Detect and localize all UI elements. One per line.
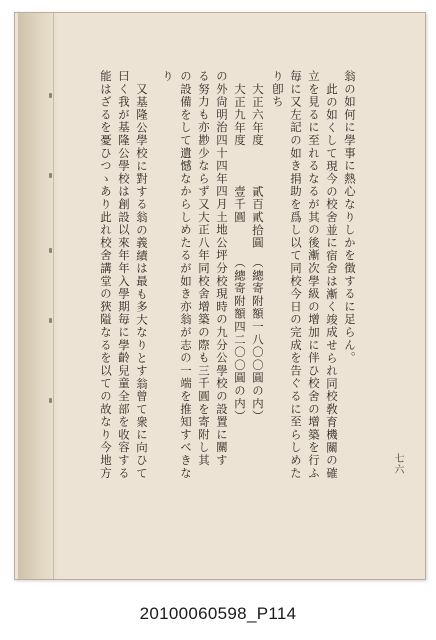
text-column-10: の設備をして遺憾なからしめたるが如き亦翁が志の一端を推知すべきな (179, 70, 193, 480)
text-column-6: 大正六年度 貳百貳拾圓 （總寄附額一八〇〇圓の内） (251, 83, 265, 423)
text-column-7: 大正九年度 壹千圓 （總寄附額四二〇〇圓の内） (233, 83, 247, 423)
stitch-hole (49, 318, 52, 323)
scanned-page (14, 12, 426, 580)
text-column-5: り卽ち (271, 70, 285, 109)
stitch-hole (49, 93, 52, 98)
text-column-3: 立を見るに至れるなるが其の後漸次學級の增加に伴ひ校舍の增築を行ふ (307, 70, 321, 480)
text-column-13: 曰く我が基隆公學校は創設以來年年入學期毎に學齡兒童全部を收容する (117, 70, 131, 480)
image-caption: 20100060598_P114 (139, 604, 297, 623)
text-column-1: 翁の如何に學事に熱心なりしかを徴するに足らん。 (343, 70, 357, 365)
text-column-12: 又基隆公學校に對する翁の義績は最も多大なりとす翁曾て衆に向ひて (135, 83, 149, 480)
text-column-2: 此の如くして現今の校舍並に宿舍は漸く竣成せられ同校敎育機關の確 (325, 83, 339, 480)
text-column-4: 毎に又左記の如き捐助を爲し以て同校今日の完成を告ぐるに至らしめた (289, 70, 303, 480)
text-column-11: り (161, 70, 175, 83)
stitch-hole (49, 248, 52, 253)
stitch-hole (49, 398, 52, 403)
text-column-9: る努力も亦尠少ならず又大正八年同校舍增築の際も三千圓を寄附し其 (197, 70, 211, 467)
page-number: 七六 (392, 453, 403, 475)
text-column-14: 能はざるを憂ひつゝあり此れ校舍講堂の狹隘なるを以ての故なり今地方 (99, 70, 113, 480)
text-column-8: の外尙明治四十四年四月土地公坪分校現時の九分公學校の設置に關す (215, 70, 229, 467)
page-fold-line (53, 13, 54, 579)
stitch-hole (49, 173, 52, 178)
